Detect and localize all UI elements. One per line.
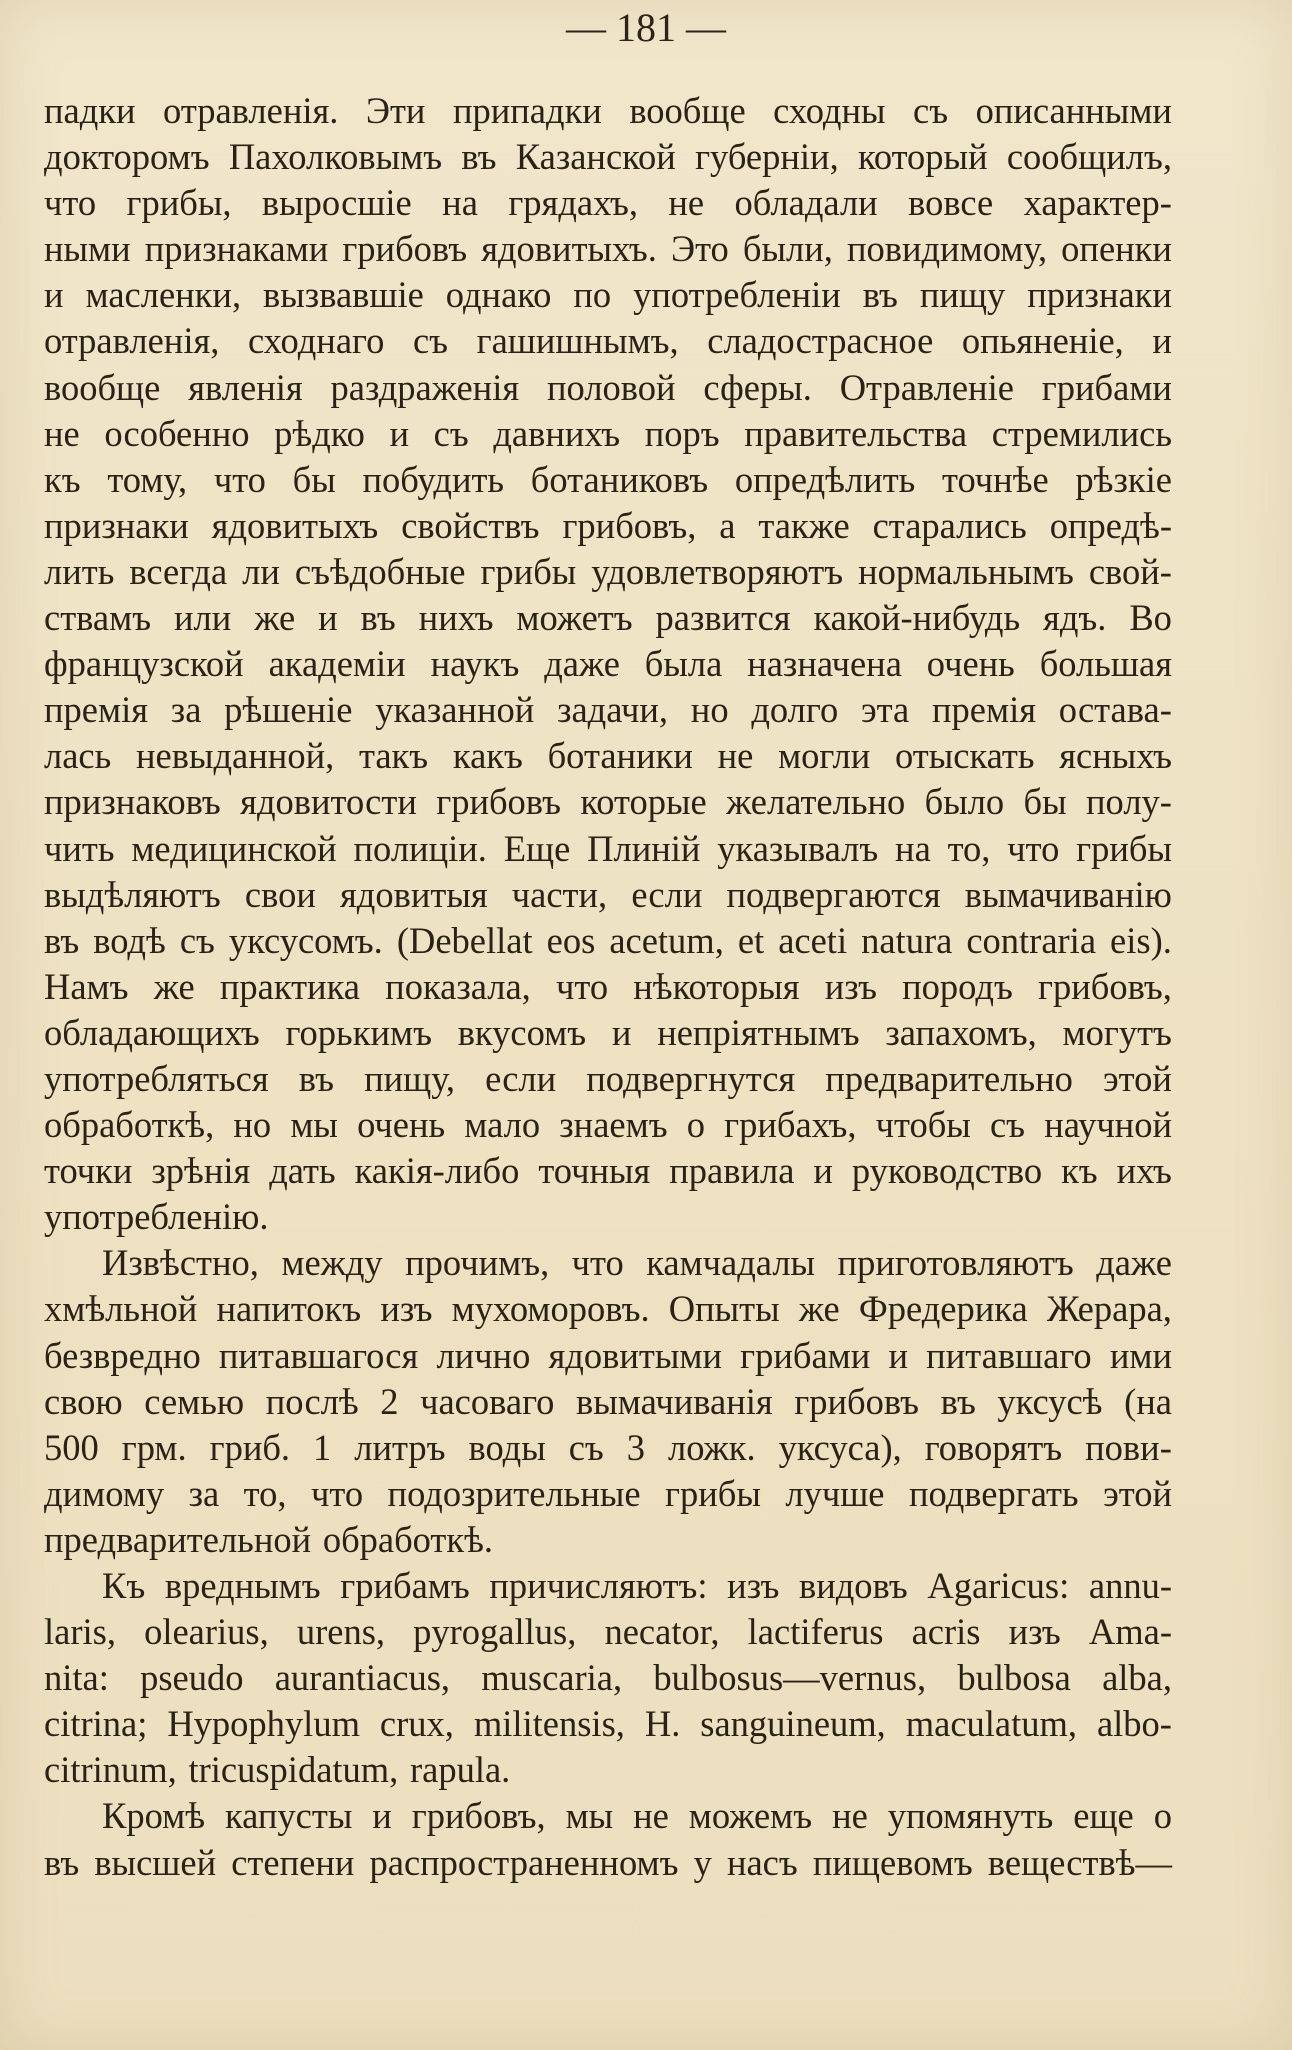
text-line: обработкѣ, но мы очень мало знаемъ о грибахъ, чтобы съ научной [44,1104,1172,1146]
text-line: свою семью послѣ 2 часоваго вымачиванія грибовъ въ уксусѣ (на [44,1380,1172,1422]
text-line: citrina; Hypophylum crux, militensis, H. sanguineum, maculatum, albo- [44,1703,1172,1745]
text-line: и масленки, вызвавшіе однако по употребленіи въ пищу признаки [44,274,1172,316]
text-line: лась невыданной, такъ какъ ботаники не могли отыскать ясныхъ [44,735,1172,777]
body-text [44,88,1172,1886]
text-line: употребленію. [44,1196,269,1238]
page-number: — 181 — [566,5,726,50]
text-line: Кромѣ капусты и грибовъ, мы не можемъ не упомянуть еще о [102,1795,1172,1837]
text-line: хмѣльной напитокъ изъ мухоморовъ. Опыты же Фредерика Жерара, [44,1288,1172,1330]
paragraph [44,88,1172,1240]
text-line: что грибы, выросшіе на грядахъ, не обладали вовсе характер- [44,182,1172,224]
text-line: отравленія, сходнаго съ гашишнымъ, сладострасное опьяненіе, и [44,320,1172,362]
text-line: въ высшей степени распространенномъ у насъ пищевомъ веществѣ— [44,1841,1172,1883]
text-line: премія за рѣшеніе указанной задачи, но долго эта премія остава- [44,689,1172,731]
text-line: Извѣстно, между прочимъ, что камчадалы приготовляютъ даже [102,1242,1172,1284]
paragraph [44,1563,1172,1793]
text-line: Намъ же практика показала, что нѣкоторыя изъ породъ грибовъ, [44,965,1172,1007]
text-line: французской академіи наукъ даже была назначена очень большая [44,643,1172,685]
text-line: точки зрѣнія дать какія-либо точныя правила и руководство къ ихъ [44,1150,1172,1192]
text-line: обладающихъ горькимъ вкусомъ и непріятнымъ запахомъ, могутъ [44,1011,1172,1053]
paragraph [44,1240,1172,1563]
text-line: къ тому, что бы побудить ботаниковъ опредѣлить точнѣе рѣзкіе [44,458,1172,500]
text-line: выдѣляютъ свои ядовитыя части, если подвергаются вымачиванію [44,873,1172,915]
text-line: признаковъ ядовитости грибовъ которые желательно было бы полу- [44,781,1172,823]
text-line: ствамъ или же и въ нихъ можетъ развится какой-нибудь ядъ. Во [44,597,1172,639]
text-line: чить медицинской полиціи. Еще Плиній указывалъ на то, что грибы [44,827,1172,869]
text-line: laris, olearius, urens, pyrogallus, necator, lactiferus acris изъ Ama- [44,1611,1172,1653]
text-line: citrinum, tricuspidatum, rapula. [44,1749,511,1791]
text-line: употребляться въ пищу, если подвергнутся предварительно этой [44,1057,1172,1099]
paragraph [44,1793,1172,1885]
text-line: димому за то, что подозрительные грибы лучше подвергать этой [44,1472,1172,1514]
text-line: ными признаками грибовъ ядовитыхъ. Это были, повидимому, опенки [44,228,1172,270]
text-line: лить всегда ли съѣдобные грибы удовлетворяютъ нормальнымъ свой- [44,550,1172,592]
text-line: nita: pseudo aurantiacus, muscaria, bulbosus—vernus, bulbosa alba, [44,1657,1172,1699]
text-line: не особенно рѣдко и съ давнихъ поръ правительства стремились [44,412,1172,454]
text-line: вообще явленія раздраженія половой сферы. Отравленіе грибами [44,366,1172,408]
text-line: падки отравленія. Эти припадки вообще сходны съ описанными [44,90,1172,131]
text-line: въ водѣ съ уксусомъ. (Debellat eos acetum, et aceti natura contraria eis). [44,919,1172,961]
text-line: безвредно питавшагося лично ядовитыми грибами и питавшаго ими [44,1334,1172,1376]
text-line: Къ вреднымъ грибамъ причисляютъ: изъ видовъ Agaricus: annu- [102,1565,1172,1606]
text-line: предварительной обработкѣ. [44,1518,494,1560]
text-line: 500 грм. гриб. 1 литръ воды съ 3 ложк. уксуса), говорятъ пови- [44,1426,1172,1468]
text-line: докторомъ Пахолковымъ въ Казанской губерніи, который сообщилъ, [44,136,1172,178]
text-line: признаки ядовитыхъ свойствъ грибовъ, а также старались опредѣ- [44,504,1172,546]
